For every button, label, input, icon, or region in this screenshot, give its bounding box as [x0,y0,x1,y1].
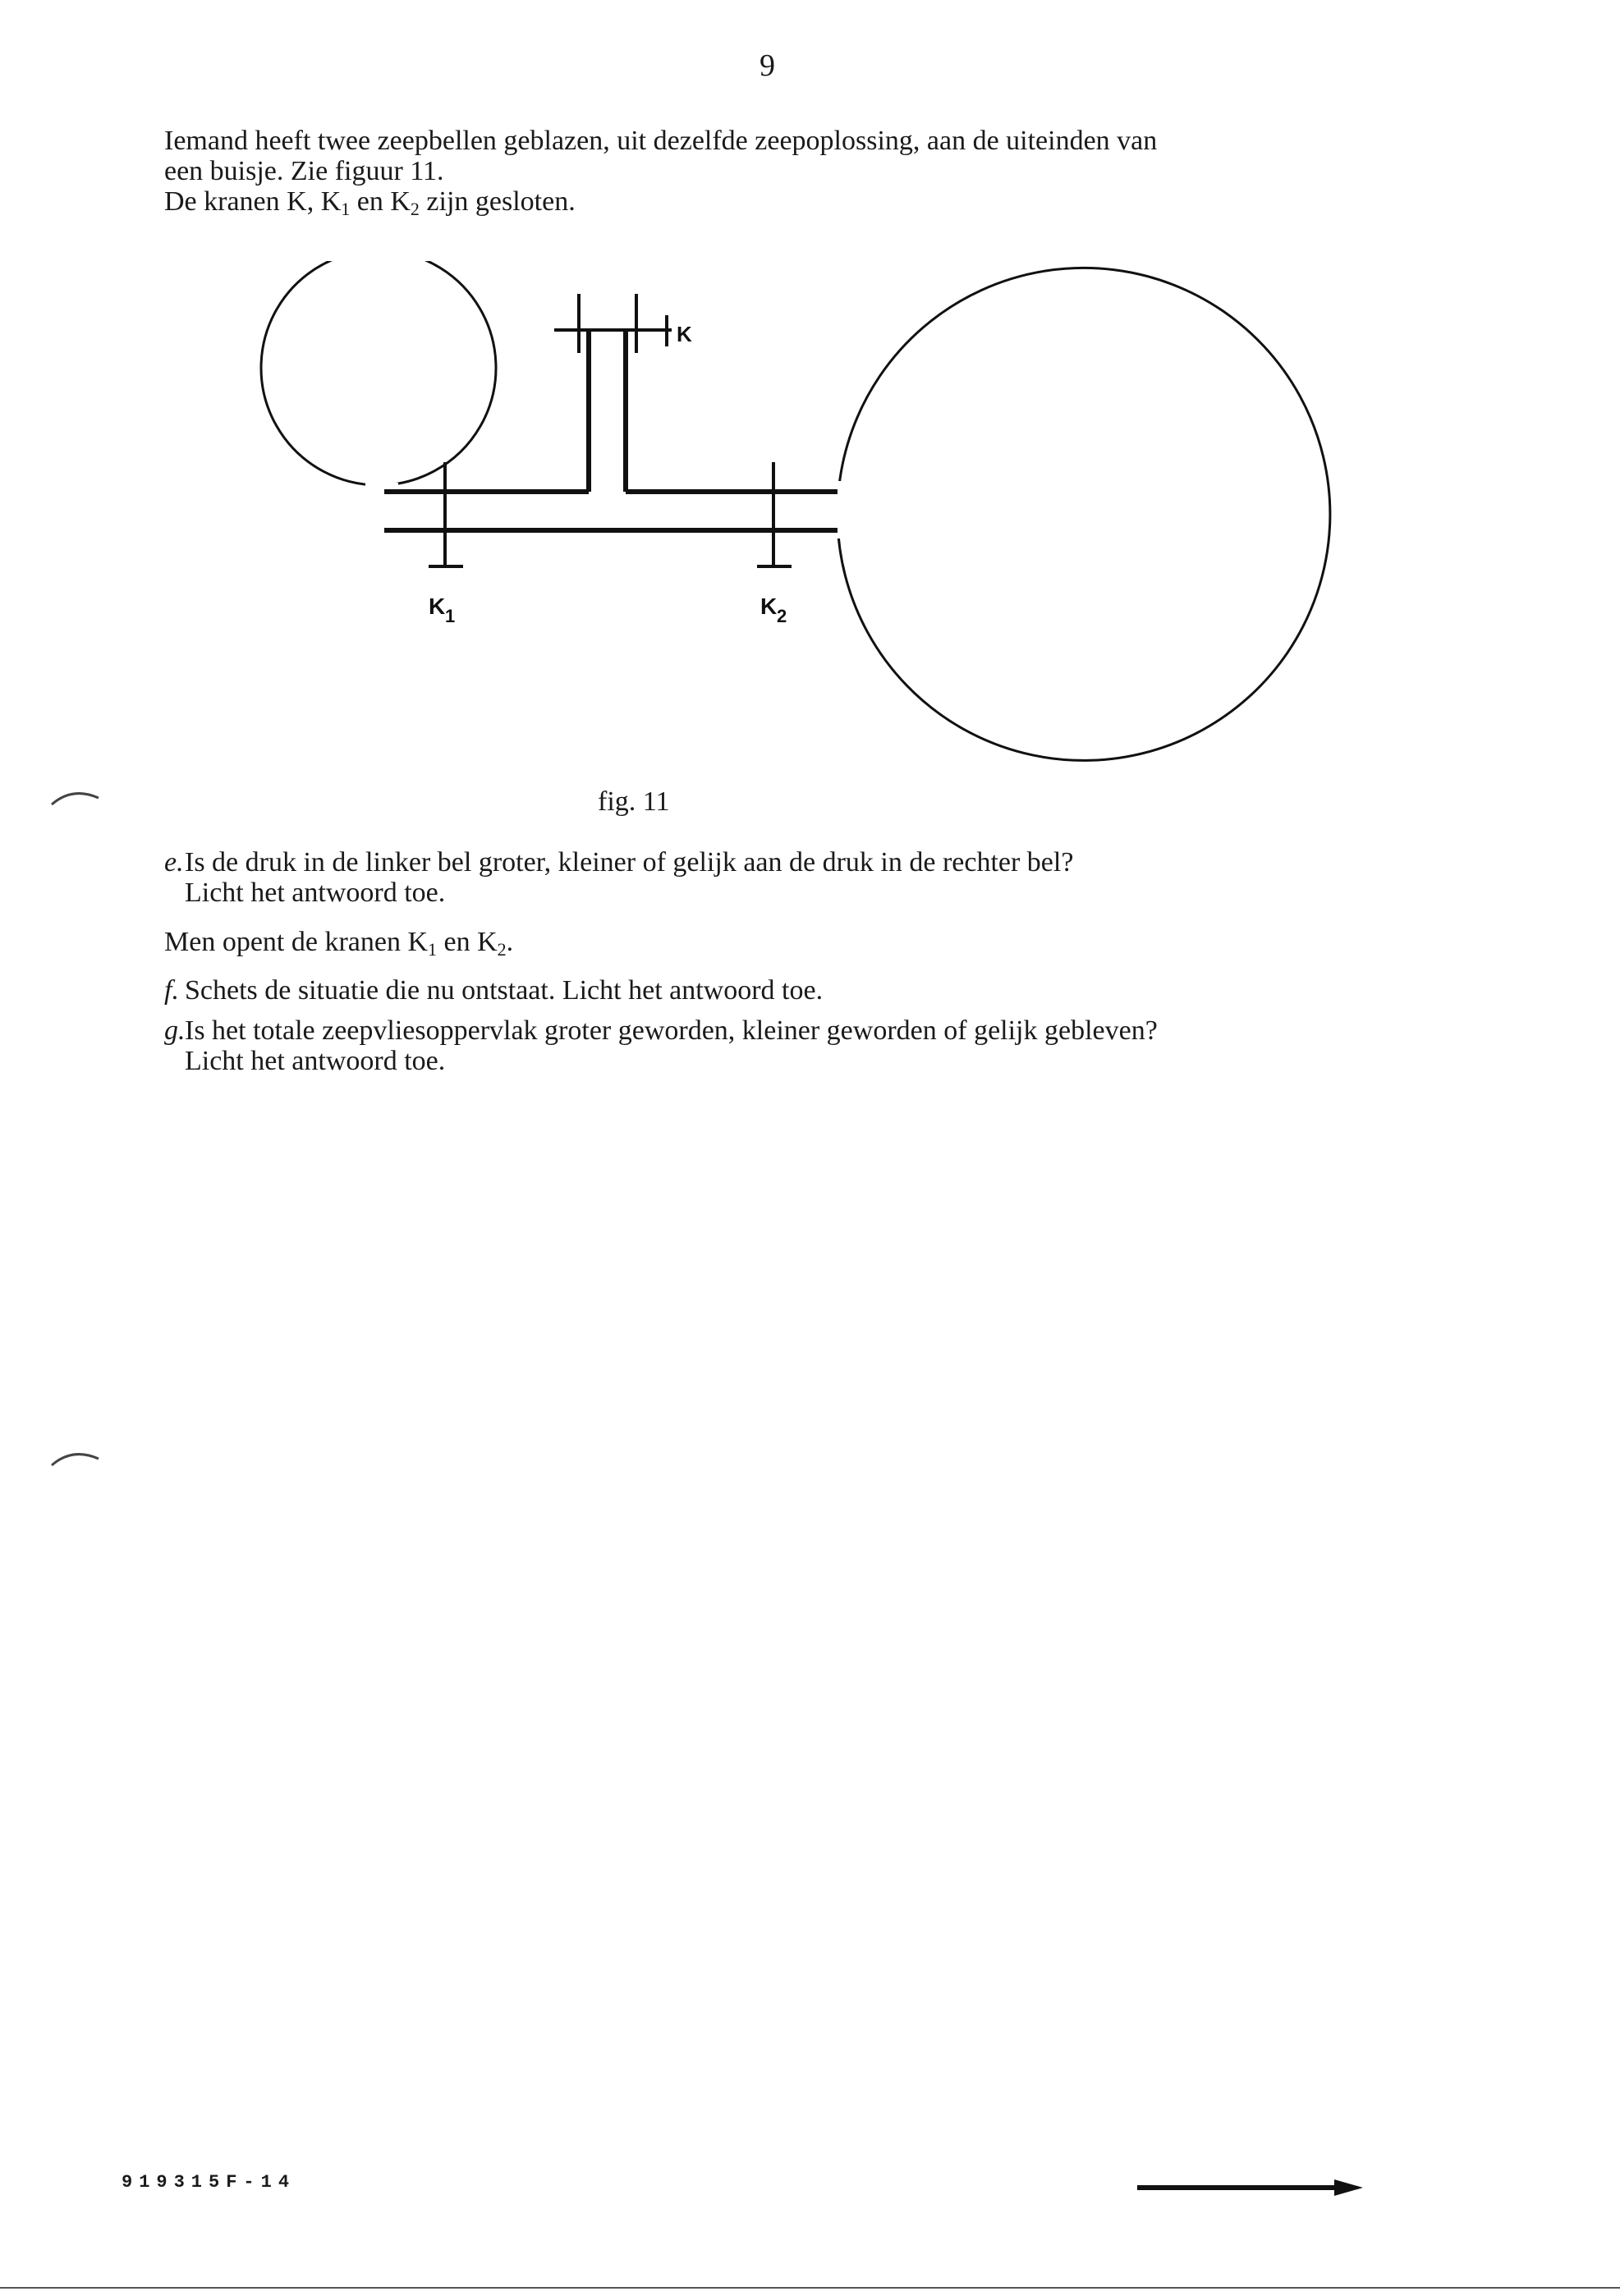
question-g-line-1: Is het totale zeepvliesoppervlak groter geworden, kleiner geworden of gelijk gebleven? [185,1015,1158,1046]
question-g [164,1015,1158,1076]
tap-k2-label-sub: 2 [777,606,787,626]
open-taps-prefix: Men opent de kranen K [164,927,429,957]
open-taps-statement [164,927,514,960]
open-k1-subscript: 1 [428,939,438,960]
next-page-arrow-icon [1137,2175,1367,2200]
page-number: 9 [760,48,775,83]
question-e [164,847,1073,908]
tap-k2-label: K [760,593,778,619]
intro-line-3-suffix: zijn gesloten. [419,186,576,217]
figure-caption: fig. 11 [598,786,670,817]
intro-paragraph [164,126,1157,217]
k2-subscript: 2 [410,199,420,219]
question-f [164,975,823,1006]
question-f-letter: f. [164,975,179,1006]
intro-line-1: Iemand heeft twee zeepbellen geblazen, uit dezelfde zeepoplossing, aan de uiteinden van [164,126,1158,156]
punch-hole-mark-top [48,780,105,813]
right-bubble [838,268,1330,760]
k1-subscript: 1 [341,199,351,219]
tap-k-label: K [677,322,692,346]
intro-line-2: een buisje. Zie figuur 11. [164,156,444,186]
question-e-line-1: Is de druk in de linker bel groter, kleiner of gelijk aan de druk in de rechter bel? [185,847,1074,878]
bottom-rule [0,2287,1620,2289]
tap-k1-label: K [429,593,446,619]
intro-line-3-mid: en K [350,186,411,217]
question-f-line-1: Schets de situatie die nu ontstaat. Licht het antwoord toe. [185,975,824,1006]
intro-line-3-prefix: De kranen K, K [164,186,342,217]
question-e-letter: e. [164,847,184,878]
question-g-line-2: Licht het antwoord toe. [185,1046,446,1076]
open-k2-subscript: 2 [497,939,507,960]
left-bubble [261,261,496,485]
question-g-letter: g. [164,1015,186,1046]
open-taps-mid: en K [437,927,498,957]
punch-hole-mark-bottom [48,1441,105,1473]
figure-11 [156,261,1347,791]
open-taps-suffix: . [506,927,514,957]
bubble-apparatus-diagram [156,261,1347,786]
question-e-line-2: Licht het antwoord toe. [185,878,446,908]
intro-line-3 [164,186,1157,217]
exam-code: 919315F-14 [122,2172,296,2193]
tap-k1-label-sub: 1 [445,606,456,626]
